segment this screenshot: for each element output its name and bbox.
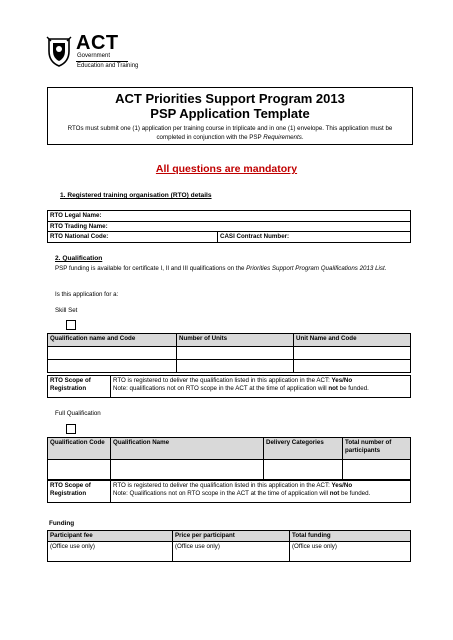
rto-details-table (47, 210, 411, 243)
fullqual-cell[interactable] (48, 460, 111, 480)
funding-fee-value: (Office use only) (48, 541, 173, 561)
full-qualification-label: Full Qualification (55, 410, 101, 417)
title-note: RTOs must submit one (1) application per training course in triplicate and in one (1) envelope. This application must be completed in conjunction with the PSP Requirements. (67, 125, 393, 141)
scope-statement[interactable]: RTO is registered to deliver the qualification listed in this application in the ACT: Yes/No Note: qualifications not on RTO scope in the ACT at the time of application will not be funded. (111, 376, 411, 398)
scope-registration-table-2 (47, 480, 411, 503)
skill-set-label: Skill Set (55, 307, 78, 314)
skillset-cell[interactable] (294, 347, 411, 360)
logo-divider (76, 61, 128, 62)
skill-set-table (47, 333, 411, 373)
skillset-header-units: Number of Units (177, 334, 294, 347)
document-subtitle: PSP Application Template (150, 106, 310, 121)
logo-government: Government (77, 53, 111, 59)
full-qualification-checkbox[interactable] (66, 424, 76, 434)
section1-heading: 1. Registered training organisation (RTO) details (60, 192, 212, 199)
scope-statement[interactable]: RTO is registered to deliver the qualification listed in this application in the ACT: Yes/No Note: Qualifications not on RTO scope in the ACT at the time of application will not be funded. (111, 481, 411, 503)
fullqual-cell[interactable] (111, 460, 264, 480)
act-crest-logo (46, 35, 72, 67)
fullqual-cell[interactable] (264, 460, 343, 480)
title-box (47, 87, 413, 145)
mandatory-notice: All questions are mandatory (155, 163, 298, 175)
section2-question: Is this application for a: (55, 291, 119, 298)
skillset-cell[interactable] (294, 360, 411, 373)
logo-department: Education and Training (77, 63, 139, 69)
skillset-cell[interactable] (177, 360, 294, 373)
skillset-cell[interactable] (177, 347, 294, 360)
logo-brand: ACT (76, 32, 119, 54)
skillset-cell[interactable] (48, 360, 177, 373)
funding-header-fee: Participant fee (48, 531, 173, 542)
fullqual-cell[interactable] (343, 460, 411, 480)
skillset-cell[interactable] (48, 347, 177, 360)
funding-table (47, 530, 411, 562)
rto-legal-name-field[interactable]: RTO Legal Name: (48, 211, 411, 222)
fullqual-header-name: Qualification Name (111, 438, 264, 460)
casi-contract-number-field[interactable]: CASI Contract Number: (218, 232, 411, 243)
scope-label: RTO Scope of Registration (48, 376, 111, 398)
section2-heading: 2. Qualification (55, 255, 103, 262)
fullqual-header-delivery: Delivery Categories (264, 438, 343, 460)
scope-registration-table-1 (47, 375, 411, 398)
funding-price-value: (Office use only) (173, 541, 290, 561)
scope-label: RTO Scope of Registration (48, 481, 111, 503)
document-title: ACT Priorities Support Program 2013 (115, 91, 345, 106)
rto-national-code-field[interactable]: RTO National Code: (48, 232, 218, 243)
funding-header-price: Price per participant (173, 531, 290, 542)
full-qualification-table (47, 437, 411, 480)
funding-header-total: Total funding (290, 531, 411, 542)
fullqual-header-code: Qualification Code (48, 438, 111, 460)
skillset-header-unit-name: Unit Name and Code (294, 334, 411, 347)
skillset-header-qualification: Qualification name and Code (48, 334, 177, 347)
funding-total-value: (Office use only) (290, 541, 411, 561)
funding-heading: Funding (49, 520, 75, 527)
section2-intro: PSP funding is available for certificate I, II and III qualifications on the Priorities Support Program Qualifications 2013 List. (55, 265, 387, 272)
skill-set-checkbox[interactable] (66, 320, 76, 330)
rto-trading-name-field[interactable]: RTO Trading Name: (48, 221, 411, 232)
fullqual-header-participants: Total number of participants (343, 438, 411, 460)
